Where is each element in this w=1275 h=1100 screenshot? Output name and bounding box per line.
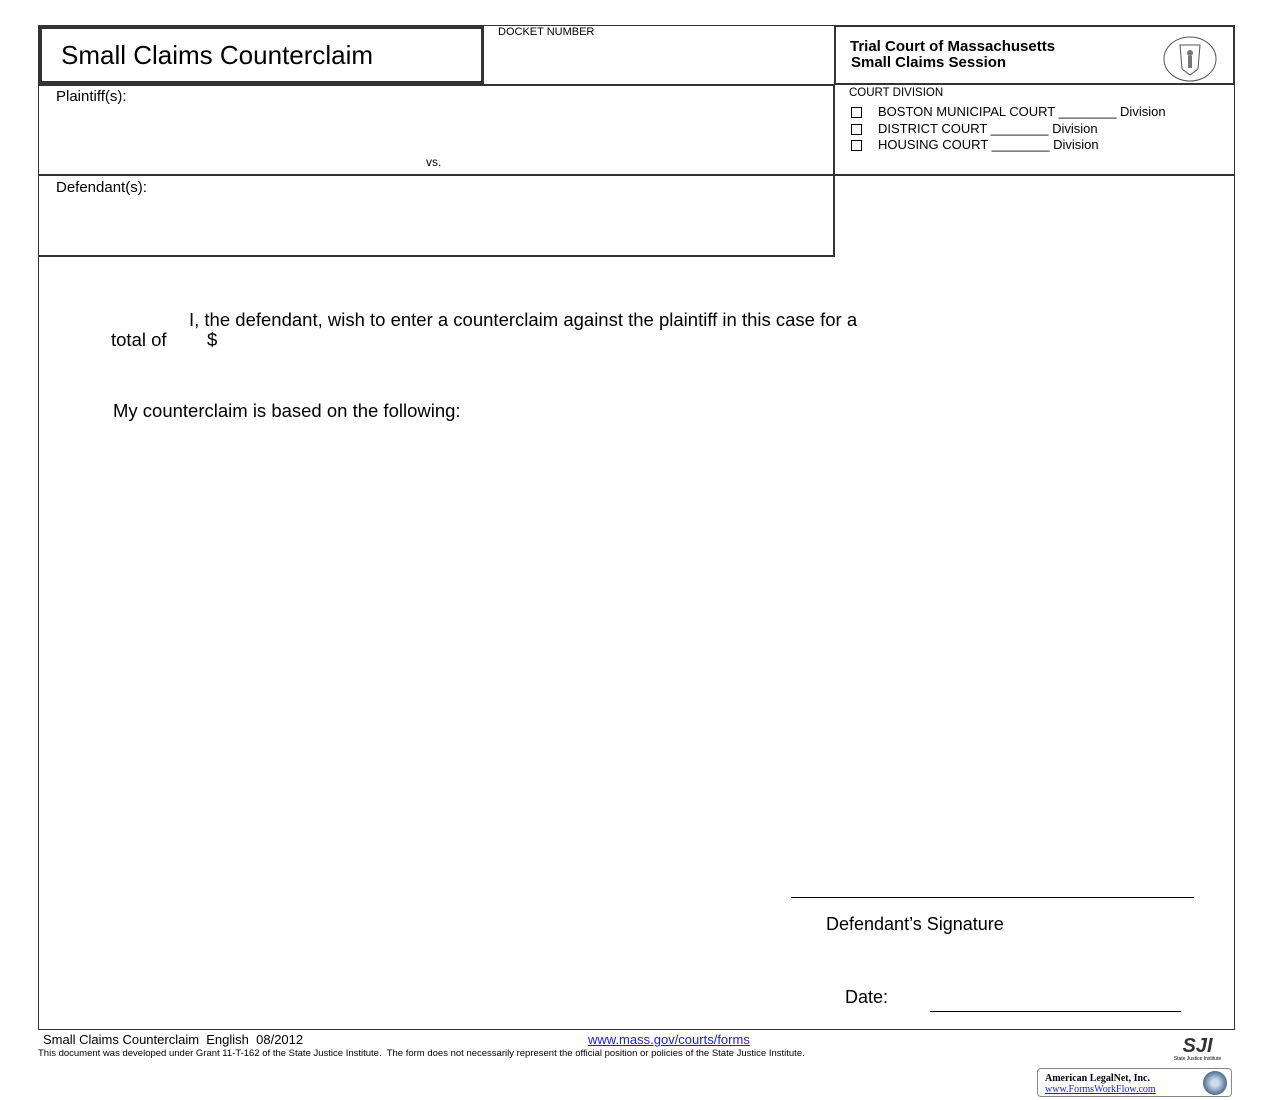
american-legalnet-badge [1037,1068,1232,1097]
divider [833,84,835,256]
docket-number-field[interactable] [486,40,832,82]
disclaimer: This document was developed under Grant 11-T-162 of the State Justice Institute. The form does not necessarily represent the official position or policies of the State Justice Institute. [38,1048,805,1059]
checkbox[interactable] [851,124,862,135]
checkbox[interactable] [851,140,862,151]
court-session: Small Claims Session [851,54,1007,71]
division-options [851,104,1166,154]
statement-line1: I, the defendant, wish to enter a counterclaim against the plaintiff in this case for a [189,309,858,330]
option-label: HOUSING COURT ________ Division [878,137,1099,152]
forms-link[interactable]: www.mass.gov/courts/forms [588,1032,750,1047]
divider [39,84,834,86]
counterclaim-text-field[interactable] [111,430,1201,870]
state-seal-icon [1158,29,1222,83]
option-label: BOSTON MUNICIPAL COURT ________ Division [878,104,1166,119]
form-id: Small Claims Counterclaim English 08/2012 [43,1032,304,1047]
signature-label: Defendant’s Signature [826,914,1004,934]
globe-icon [1203,1071,1227,1095]
signature-line[interactable] [791,897,1194,898]
divider [39,174,1235,176]
court-name: Trial Court of Massachusetts [850,38,1056,55]
vs-label: vs. [426,155,442,169]
court-division-label: COURT DIVISION [849,87,944,99]
division-option-district[interactable] [851,121,1166,138]
plaintiff-field[interactable] [56,106,816,154]
defendant-field[interactable] [56,197,816,247]
docket-label: DOCKET NUMBER [498,26,595,38]
currency-symbol: $ [207,329,218,350]
divider [39,255,835,257]
sji-logo [1160,1036,1235,1062]
aln-link[interactable]: www.FormsWorkFlow.com [1045,1084,1156,1095]
defendant-label: Defendant(s): [56,179,147,196]
option-label: DISTRICT COURT ________ Division [878,120,1098,136]
division-option-housing[interactable] [851,137,1166,154]
sji-logo-sub: State Justice Institute [1173,1056,1222,1062]
plaintiff-label: Plaintiff(s): [56,88,127,105]
date-label: Date: [845,987,889,1007]
form-title: Small Claims Counterclaim [61,40,374,70]
checkbox[interactable] [851,107,862,118]
statement-line2: total of [111,329,167,350]
amount-field[interactable] [222,328,422,350]
division-option-boston[interactable] [851,104,1166,121]
date-field[interactable] [930,1011,1181,1012]
aln-name: American LegalNet, Inc. [1045,1073,1150,1084]
sji-logo-text: SJI [1182,1035,1213,1057]
based-on-label: My counterclaim is based on the following: [113,400,461,421]
